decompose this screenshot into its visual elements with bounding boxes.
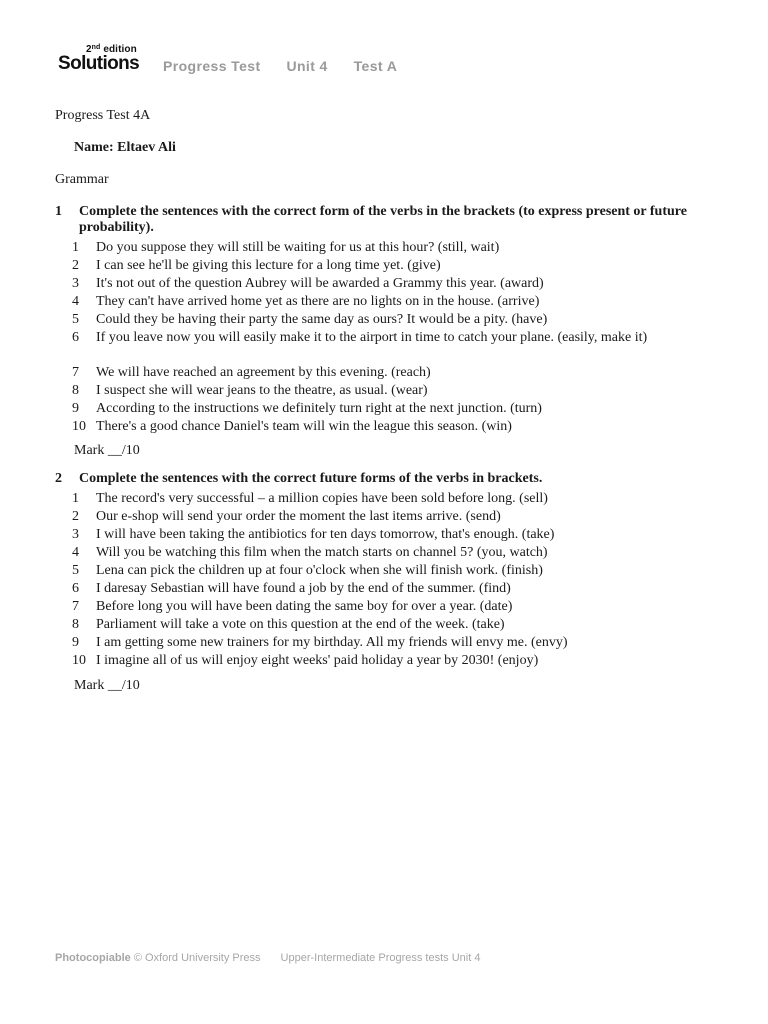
list-item: 8 Parliament will take a vote on this question at the end of the week. (take): [72, 617, 505, 632]
list-item: 4 They can't have arrived home yet as there are no lights on in the house. (arrive): [72, 294, 540, 309]
list-item: 3 I will have been taking the antibiotics for ten days tomorrow, that's enough. (take): [72, 527, 555, 542]
list-item: 10 There's a good chance Daniel's team will win the league this season. (win): [72, 419, 512, 434]
header-test: Test A: [353, 58, 398, 74]
question-1-number: 1: [55, 204, 62, 219]
header-progress-test: Progress Test: [163, 58, 261, 74]
student-name: Name: Eltaev Ali: [74, 140, 176, 155]
list-item: 2 Our e-shop will send your order the moment the last items arrive. (send): [72, 509, 501, 524]
footer-photocopiable: Photocopiable: [55, 952, 131, 964]
list-item: 7 We will have reached an agreement by this evening. (reach): [72, 365, 431, 380]
page-header: [58, 44, 718, 84]
question-2-mark: Mark __/10: [74, 678, 140, 693]
logo-edition: 2nd edition: [86, 44, 137, 55]
list-item: 4 Will you be watching this film when the match starts on channel 5? (you, watch): [72, 545, 548, 560]
list-item: 1 Do you suppose they will still be waiting for us at this hour? (still, wait): [72, 240, 500, 255]
list-item: 9 I am getting some new trainers for my birthday. All my friends will envy me. (envy): [72, 635, 568, 650]
list-item: 5 Could they be having their party the same day as ours? It would be a pity. (have): [72, 312, 548, 327]
doc-title: Progress Test 4A: [55, 108, 151, 123]
question-1-instruction: Complete the sentences with the correct form of the verbs in the brackets (to express present or future probability).: [79, 204, 687, 235]
list-item: 5 Lena can pick the children up at four o'clock when she will finish work. (finish): [72, 563, 543, 578]
question-1-items: [72, 239, 702, 436]
question-1-mark: Mark __/10: [74, 443, 140, 458]
list-item: 3 It's not out of the question Aubrey will be awarded a Grammy this year. (award): [72, 276, 544, 291]
page-footer: [55, 952, 480, 964]
question-2-number: 2: [55, 471, 62, 486]
list-item: 8 I suspect she will wear jeans to the theatre, as usual. (wear): [72, 383, 428, 398]
list-item: 6 If you leave now you will easily make it to the airport in time to catch your plane. (easily, make it): [72, 330, 648, 345]
header-labels: [163, 58, 419, 74]
header-unit: Unit 4: [286, 58, 328, 74]
list-item: 1 The record's very successful – a million copies have been sold before long. (sell): [72, 491, 548, 506]
list-item: 10 I imagine all of us will enjoy eight weeks' paid holiday a year by 2030! (enjoy): [72, 653, 539, 668]
list-item: 6 I daresay Sebastian will have found a job by the end of the summer. (find): [72, 581, 511, 596]
list-item: 9 According to the instructions we definitely turn right at the next junction. (turn): [72, 401, 542, 416]
section-grammar: Grammar: [55, 172, 109, 187]
footer-copyright: © Oxford University Press: [130, 952, 261, 964]
list-item: 7 Before long you will have been dating the same boy for over a year. (date): [72, 599, 513, 614]
logo-wordmark: Solutions: [58, 53, 140, 74]
list-item: 2 I can see he'll be giving this lecture for a long time yet. (give): [72, 258, 441, 273]
question-2-items: [72, 490, 702, 670]
question-2-instruction: Complete the sentences with the correct future forms of the verbs in brackets.: [79, 471, 543, 486]
solutions-logo: [58, 44, 148, 80]
footer-course: Upper-Intermediate Progress tests Unit 4: [280, 952, 481, 964]
